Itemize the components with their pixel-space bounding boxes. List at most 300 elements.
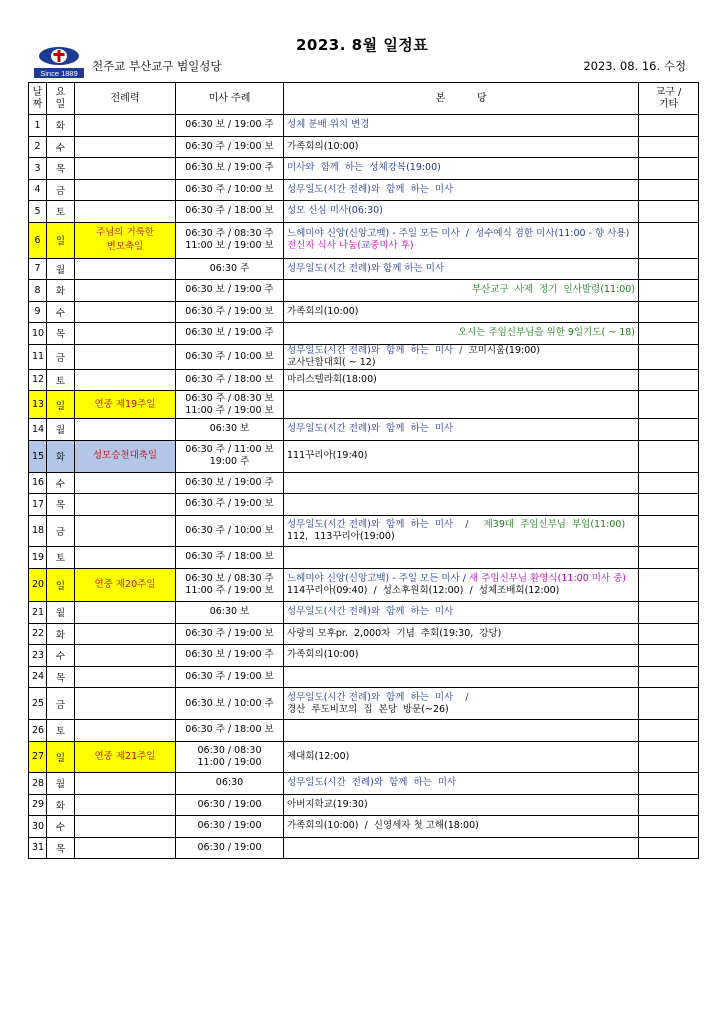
event-line [287, 751, 635, 763]
table-row [29, 440, 699, 472]
mass-time-line: 06:30 주 / 08:30 보 [185, 392, 274, 404]
mass-presider-cell [176, 440, 284, 472]
weekday-cell: 화 [47, 623, 75, 645]
day-cell: 21 [29, 602, 47, 624]
event-line [287, 306, 635, 318]
table-row [29, 344, 699, 369]
table-row [29, 115, 699, 137]
weekday-cell: 토 [47, 201, 75, 223]
table-row [29, 794, 699, 816]
mass-presider-cell [176, 568, 284, 602]
table-row [29, 645, 699, 667]
liturgy-cell [75, 720, 176, 742]
diocese-etc-cell [639, 391, 699, 419]
table-row [29, 369, 699, 391]
mass-time-line: 06:30 주 / 11:00 보 [185, 444, 274, 455]
parish-event-cell [284, 720, 639, 742]
event-line [287, 573, 635, 585]
mass-presider-cell [176, 280, 284, 302]
diocese-etc-cell [639, 515, 699, 547]
mass-time-line: 06:30 주 / 19:00 보 [185, 140, 274, 152]
parish-event-cell [284, 816, 639, 838]
weekday-cell: 수 [47, 136, 75, 158]
day-cell: 18 [29, 515, 47, 547]
diocese-etc-cell [639, 794, 699, 816]
mass-presider-cell [176, 645, 284, 667]
event-text: 마리스텔라회(18:00) [287, 373, 377, 385]
mass-presider-cell [176, 201, 284, 223]
event-line [287, 799, 635, 811]
diocese-etc-cell [639, 301, 699, 323]
event-line [287, 649, 635, 661]
event-text: 성무일도(시간 전례)와 함께 하는 미사 / [287, 518, 484, 530]
event-text: 경산 루도비꼬의 집 본당 방문(~26) [287, 703, 449, 715]
day-cell: 3 [29, 158, 47, 180]
mass-presider-cell [176, 369, 284, 391]
mass-time-line: 06:30 보 [209, 423, 250, 435]
event-text: 성무일도(시간 전례)와 함께 하는 미사 [287, 606, 454, 618]
event-line [287, 184, 635, 196]
liturgy-cell [75, 136, 176, 158]
event-text: 부산교구 사제 정기 인사발령(11:00) [471, 284, 635, 296]
mass-presider-cell [176, 837, 284, 859]
weekday-cell: 수 [47, 816, 75, 838]
parish-event-cell [284, 440, 639, 472]
diocese-etc-cell [639, 602, 699, 624]
diocese-etc-cell [639, 688, 699, 720]
table-row [29, 720, 699, 742]
parish-event-cell [284, 258, 639, 280]
mass-time-line: 06:30 보 / 08:30 주 [185, 572, 274, 584]
event-line [287, 423, 635, 435]
mass-time-line: 06:30 보 / 19:00 주 [185, 327, 274, 339]
mass-time-line: 06:30 주 / 18:00 보 [185, 551, 274, 563]
mass-time-line: 06:30 / 08:30 [197, 744, 262, 756]
diocese-etc-cell [639, 369, 699, 391]
day-cell: 12 [29, 369, 47, 391]
parish-event-cell [284, 280, 639, 302]
diocese-etc-cell [639, 280, 699, 302]
mass-time-line: 06:30 주 [209, 262, 250, 274]
event-line [287, 119, 635, 131]
event-text: 제39대 주임신부님 부임(11:00) [483, 518, 626, 530]
mass-presider-cell [176, 391, 284, 419]
mass-time-line: 06:30 주 / 19:00 보 [185, 670, 274, 682]
day-cell: 10 [29, 323, 47, 345]
liturgy-cell [75, 258, 176, 280]
weekday-cell: 일 [47, 741, 75, 773]
event-text: 성무일도(시간 전례)와 함께 하는 미사 [287, 777, 457, 789]
event-line [287, 357, 635, 369]
schedule-body [29, 115, 699, 859]
weekday-cell: 일 [47, 391, 75, 419]
parish-event-cell [284, 179, 639, 201]
diocese-etc-cell [639, 419, 699, 441]
liturgy-cell [75, 602, 176, 624]
day-cell: 5 [29, 201, 47, 223]
day-cell: 28 [29, 773, 47, 795]
diocese-etc-cell [639, 547, 699, 569]
liturgy-cell [75, 344, 176, 369]
header-day: 날 짜 [29, 83, 47, 115]
mass-presider-cell [176, 816, 284, 838]
parish-event-cell [284, 623, 639, 645]
mass-time-line: 06:30 보 / 19:00 주 [185, 162, 274, 174]
parish-event-cell [284, 136, 639, 158]
parish-event-cell [284, 494, 639, 516]
table-row [29, 837, 699, 859]
parish-event-cell [284, 741, 639, 773]
mass-time-line: 06:30 주 / 10:00 보 [185, 183, 274, 195]
table-row [29, 568, 699, 602]
event-line [287, 777, 635, 789]
weekday-cell: 목 [47, 837, 75, 859]
event-text: 느헤미야 신앙(신앙고백) - 주일 모든 미사 / [287, 572, 470, 584]
weekday-cell: 수 [47, 301, 75, 323]
diocese-etc-cell [639, 568, 699, 602]
parish-event-cell [284, 472, 639, 494]
mass-time-line: 06:30 보 / 19:00 주 [185, 284, 274, 296]
weekday-cell: 토 [47, 547, 75, 569]
mass-time-line: 06:30 주 / 10:00 보 [185, 350, 274, 362]
mass-time-line: 19:00 주 [209, 456, 250, 467]
day-cell: 16 [29, 472, 47, 494]
mass-presider-cell [176, 136, 284, 158]
event-line [287, 327, 635, 339]
event-line [287, 820, 635, 832]
event-text: 가족회의(10:00) [287, 305, 359, 317]
weekday-cell: 목 [47, 158, 75, 180]
parish-event-cell [284, 515, 639, 547]
diocese-etc-cell [639, 201, 699, 223]
weekday-cell: 화 [47, 440, 75, 472]
day-cell: 14 [29, 419, 47, 441]
mass-time-line: 11:00 주 / 19:00 보 [185, 404, 274, 416]
event-line [287, 284, 635, 296]
table-row [29, 547, 699, 569]
table-row [29, 323, 699, 345]
mass-presider-cell [176, 323, 284, 345]
diocese-etc-cell [639, 720, 699, 742]
diocese-etc-cell [639, 158, 699, 180]
event-line [287, 450, 635, 462]
mass-presider-cell [176, 472, 284, 494]
day-cell: 6 [29, 222, 47, 258]
event-text: 느헤미야 신앙(신앙고백) - 주일 모든 미사 / 성수예식 겸한 미사(11:00 - 향 사용) [287, 228, 630, 239]
parish-event-cell [284, 115, 639, 137]
day-cell: 22 [29, 623, 47, 645]
schedule-table [28, 82, 699, 859]
parish-event-cell [284, 666, 639, 688]
weekday-cell: 금 [47, 688, 75, 720]
table-row [29, 201, 699, 223]
revision-date: 2023. 08. 16. 수정 [583, 59, 686, 73]
event-line [287, 704, 635, 716]
day-cell: 13 [29, 391, 47, 419]
parish-event-cell [284, 344, 639, 369]
table-row [29, 419, 699, 441]
table-row [29, 773, 699, 795]
table-row [29, 472, 699, 494]
event-text: 교사단합대회( ~ 12) [287, 356, 376, 368]
header-liturgy: 전례력 [75, 83, 176, 115]
day-cell: 26 [29, 720, 47, 742]
table-row [29, 666, 699, 688]
mass-presider-cell [176, 419, 284, 441]
mass-presider-cell [176, 794, 284, 816]
weekday-cell: 화 [47, 794, 75, 816]
event-line [287, 585, 635, 597]
mass-time-line: 06:30 주 / 08:30 주 [185, 228, 274, 239]
mass-presider-cell [176, 773, 284, 795]
parish-event-cell [284, 323, 639, 345]
table-row [29, 741, 699, 773]
diocese-etc-cell [639, 344, 699, 369]
day-cell: 4 [29, 179, 47, 201]
parish-event-cell [284, 419, 639, 441]
table-row [29, 222, 699, 258]
weekday-cell: 목 [47, 323, 75, 345]
event-text: 가족회의(10:00) / [287, 820, 374, 832]
liturgy-cell [75, 494, 176, 516]
weekday-cell: 월 [47, 258, 75, 280]
liturgy-cell [75, 115, 176, 137]
table-row [29, 158, 699, 180]
table-row [29, 301, 699, 323]
event-text: 꼬미시움(19:00) [468, 344, 540, 356]
mass-presider-cell [176, 666, 284, 688]
church-emblem-icon [34, 44, 84, 78]
event-line [287, 519, 635, 531]
liturgy-cell: 성모승천대축일 [75, 440, 176, 472]
weekday-cell: 목 [47, 494, 75, 516]
diocese-etc-cell [639, 837, 699, 859]
mass-time-line: 11:00 보 / 19:00 보 [185, 240, 274, 251]
diocese-etc-cell [639, 494, 699, 516]
diocese-etc-cell [639, 440, 699, 472]
table-row [29, 391, 699, 419]
mass-time-line: 06:30 보 [209, 606, 250, 618]
parish-event-cell [284, 602, 639, 624]
mass-time-line: 06:30 주 / 19:00 보 [185, 498, 274, 510]
weekday-cell: 토 [47, 369, 75, 391]
diocese-etc-cell [639, 816, 699, 838]
event-line [287, 205, 635, 217]
liturgy-cell [75, 837, 176, 859]
header-mass: 미사 주례 [176, 83, 284, 115]
event-text: 사랑의 모후pr. 2,000차 기념 추회(19:30, 강당) [287, 627, 502, 639]
weekday-cell: 월 [47, 602, 75, 624]
event-text: 성무일도(시간 전례)와 함께 하는 미사 / [287, 344, 469, 356]
parish-event-cell [284, 391, 639, 419]
day-cell: 25 [29, 688, 47, 720]
weekday-cell: 토 [47, 720, 75, 742]
diocese-etc-cell [639, 258, 699, 280]
table-row [29, 602, 699, 624]
page-title: 2023. 8월 일정표 [296, 36, 429, 54]
header-etc: 교구 / 기타 [639, 83, 699, 115]
mass-time-line: 06:30 보 / 19:00 주 [185, 119, 274, 131]
mass-presider-cell [176, 720, 284, 742]
diocese-etc-cell [639, 645, 699, 667]
mass-time-line: 06:30 / 19:00 [197, 798, 262, 810]
parish-event-cell [284, 369, 639, 391]
mass-presider-cell [176, 547, 284, 569]
logo-since-text: Since 1889 [40, 69, 78, 78]
mass-presider-cell [176, 158, 284, 180]
liturgy-cell [75, 419, 176, 441]
weekday-cell: 금 [47, 344, 75, 369]
event-text: 114꾸리아(09:40) / 성소후원회(12:00) / 성체조배회(12:00) [287, 584, 560, 596]
event-line [287, 228, 635, 240]
weekday-cell: 일 [47, 222, 75, 258]
event-text: 미사와 함께 하는 성체강복(19:00) [287, 162, 441, 174]
liturgy-cell [75, 369, 176, 391]
table-row [29, 136, 699, 158]
mass-presider-cell [176, 258, 284, 280]
day-cell: 1 [29, 115, 47, 137]
liturgy-cell [75, 688, 176, 720]
day-cell: 20 [29, 568, 47, 602]
header-parish: 본 당 [284, 83, 639, 115]
parish-event-cell [284, 222, 639, 258]
mass-presider-cell [176, 623, 284, 645]
liturgy-cell: 연중 제20주일 [75, 568, 176, 602]
mass-time-line: 06:30 주 / 18:00 보 [185, 724, 274, 736]
day-cell: 19 [29, 547, 47, 569]
liturgy-cell [75, 280, 176, 302]
weekday-cell: 일 [47, 568, 75, 602]
day-cell: 2 [29, 136, 47, 158]
liturgy-cell [75, 472, 176, 494]
weekday-cell: 목 [47, 666, 75, 688]
diocese-etc-cell [639, 222, 699, 258]
day-cell: 31 [29, 837, 47, 859]
liturgy-cell: 연중 제19주일 [75, 391, 176, 419]
event-text: 신영세자 첫 고해(18:00) [373, 820, 479, 832]
event-text: 성무일도(시간 전례)와 함께 하는 미사 [287, 262, 445, 274]
day-cell: 30 [29, 816, 47, 838]
table-row [29, 515, 699, 547]
mass-time-line: 11:00 주 / 19:00 보 [185, 584, 274, 596]
event-line [287, 692, 635, 704]
event-text: 성무일도(시간 전례)와 함께 하는 미사 [287, 423, 454, 435]
parish-event-cell [284, 837, 639, 859]
mass-presider-cell [176, 179, 284, 201]
weekday-cell: 수 [47, 645, 75, 667]
diocese-etc-cell [639, 666, 699, 688]
parish-event-cell [284, 158, 639, 180]
diocese-etc-cell [639, 741, 699, 773]
event-text: 성무일도(시간 전례)와 함께 하는 미사 [287, 183, 454, 195]
mass-time-line: 06:30 주 / 19:00 보 [185, 627, 274, 639]
mass-presider-cell [176, 222, 284, 258]
event-line [287, 345, 635, 357]
day-cell: 24 [29, 666, 47, 688]
liturgy-cell [75, 201, 176, 223]
liturgy-cell [75, 158, 176, 180]
event-text: 성체 분배 위치 변경 [287, 119, 370, 131]
liturgy-cell [75, 547, 176, 569]
event-text: 새 주임신부님 환영식(11:00 미사 중) [469, 572, 627, 584]
table-row [29, 179, 699, 201]
parish-logo [34, 44, 84, 78]
event-text: 111꾸리아(19:40) [287, 450, 368, 461]
table-header-row [29, 83, 699, 115]
liturgy-cell [75, 816, 176, 838]
mass-time-line: 06:30 보 / 10:00 주 [185, 697, 274, 709]
mass-time-line: 11:00 / 19:00 [197, 756, 262, 768]
event-line [287, 162, 635, 174]
liturgy-cell [75, 623, 176, 645]
liturgy-cell: 주님의 거룩한 변모축일 [75, 222, 176, 258]
day-cell: 27 [29, 741, 47, 773]
diocese-etc-cell [639, 179, 699, 201]
parish-name: 천주교 부산교구 범일성당 [92, 59, 222, 73]
parish-event-cell [284, 688, 639, 720]
diocese-etc-cell [639, 773, 699, 795]
parish-event-cell [284, 547, 639, 569]
event-line [287, 141, 635, 153]
weekday-cell: 금 [47, 179, 75, 201]
table-row [29, 816, 699, 838]
diocese-etc-cell [639, 136, 699, 158]
table-row [29, 280, 699, 302]
day-cell: 9 [29, 301, 47, 323]
mass-time-line: 06:30 / 19:00 [197, 820, 262, 832]
weekday-cell: 수 [47, 472, 75, 494]
weekday-cell: 월 [47, 773, 75, 795]
event-text: 오시는 주임신부님을 위한 9일기도( ~ 18) [457, 327, 635, 339]
table-row [29, 494, 699, 516]
mass-time-line: 06:30 주 / 19:00 보 [185, 305, 274, 317]
mass-time-line: 06:30 / 19:00 [197, 841, 262, 853]
day-cell: 17 [29, 494, 47, 516]
mass-presider-cell [176, 344, 284, 369]
event-text: 아버지학교(19:30) [287, 798, 368, 810]
event-line [287, 531, 635, 543]
parish-event-cell [284, 773, 639, 795]
parish-event-cell [284, 568, 639, 602]
event-line [287, 240, 635, 252]
day-cell: 23 [29, 645, 47, 667]
event-line [287, 628, 635, 640]
event-text: 가족회의(10:00) [287, 649, 359, 661]
parish-event-cell [284, 301, 639, 323]
liturgy-cell [75, 794, 176, 816]
weekday-cell: 금 [47, 515, 75, 547]
event-text: 제대회(12:00) [287, 750, 350, 762]
diocese-etc-cell [639, 623, 699, 645]
diocese-etc-cell [639, 472, 699, 494]
day-cell: 15 [29, 440, 47, 472]
event-text: 전신자 식사 나눔(교중미사 후) [287, 240, 414, 251]
mass-time-line: 06:30 보 / 19:00 주 [185, 649, 274, 661]
event-line [287, 263, 635, 275]
table-row [29, 688, 699, 720]
mass-time-line: 06:30 주 / 18:00 보 [185, 373, 274, 385]
event-text: 112, 113꾸리아(19:00) [287, 530, 395, 542]
event-text: 성모 신심 미사(06:30) [287, 205, 383, 217]
diocese-etc-cell [639, 323, 699, 345]
liturgy-cell [75, 773, 176, 795]
event-line [287, 606, 635, 618]
mass-presider-cell [176, 741, 284, 773]
mass-time-line: 06:30 주 / 10:00 보 [185, 524, 274, 536]
mass-presider-cell [176, 602, 284, 624]
day-cell: 11 [29, 344, 47, 369]
mass-time-line: 06:30 주 / 18:00 보 [185, 205, 274, 217]
